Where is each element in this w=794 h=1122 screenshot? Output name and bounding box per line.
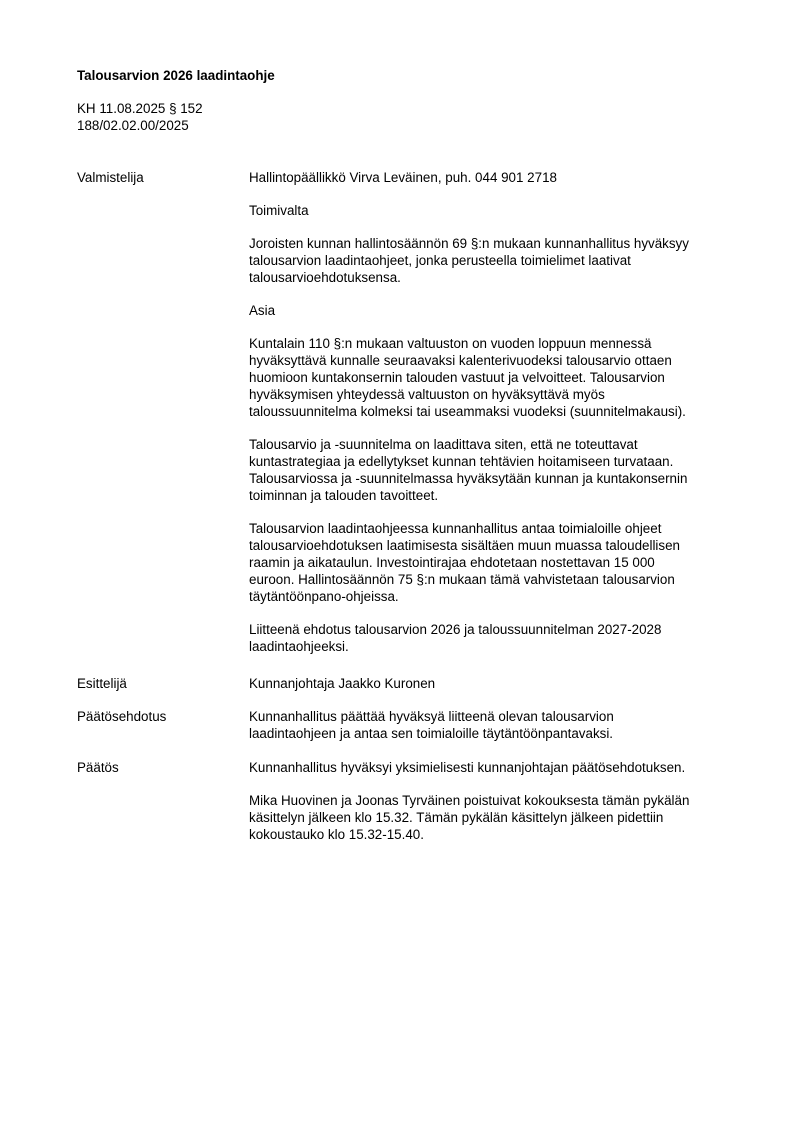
asia-paragraph-1: Kuntalain 110 §:n mukaan valtuuston on vuoden loppuun mennessä hyväksyttävä kunnalle seuraavaksi kalenterivuodeksi talousarvio ottaen huomioon kuntakonsernin talouden vastuut ja velvoitteet. Talousarvion hyväksymisen yhteydessä valtuuston on hyväksyttävä myös taloussuunnitelma kolmeksi tai useammaksi vuodeksi (suunnitelmakausi). [249, 336, 686, 419]
toimivalta-paragraph: Joroisten kunnan hallintosäännön 69 §:n mukaan kunnanhallitus hyväksyy talousarvion laadintaohjeet, jonka perusteella toimielimet laativat talousarvioehdotuksensa. [249, 236, 689, 285]
label-valmistelija: Valmistelija [77, 170, 144, 185]
decision-text: Kunnanhallitus hyväksyi yksimielisesti kunnanjohtajan päätösehdotuksen. [249, 760, 686, 775]
attachment-paragraph: Liitteenä ehdotus talousarvion 2026 ja taloussuunnitelman 2027-2028 laadintaohjeeksi. [249, 622, 662, 654]
asia-paragraph-3: Talousarvion laadintaohjeessa kunnanhallitus antaa toimialoille ohjeet talousarvioehdotuksen laatimisesta sisältäen muun muassa taloudellisen raamin ja aikataulun. Investointirajaa ehdotetaan nostettavan 15 000 euroon. Hallintosäännön 75 §:n mukaan tämä vahvistetaan talousarvion täytäntöönpano-ohjeissa. [249, 521, 680, 604]
case-number: 188/02.02.00/2025 [77, 118, 189, 133]
label-paatos: Päätös [77, 760, 119, 775]
preparer: Hallintopäällikkö Virva Leväinen, puh. 044 901 2718 [249, 170, 557, 185]
esittelija-content [249, 675, 737, 692]
document-title: Talousarvion 2026 laadintaohje [77, 68, 275, 83]
paatosehdotus-content: Kunnanhallitus päättää hyväksyä liitteenä olevan talousarvion laadintaohjeen ja antaa sen toimialoille täytäntöönpantavaksi. [249, 709, 614, 741]
meeting-reference: KH 11.08.2025 § 152 [77, 101, 203, 116]
reference-block [77, 100, 203, 134]
paatos-content [249, 759, 737, 843]
presenter: Kunnanjohtaja Jaakko Kuronen [249, 676, 436, 691]
label-esittelija: Esittelijä [77, 676, 127, 691]
heading-asia: Asia [249, 303, 276, 318]
valmistelija-content [249, 169, 737, 655]
decision-note: Mika Huovinen ja Joonas Tyrväinen poistuivat kokouksesta tämän pykälän käsittelyn jälkeen klo 15.32. Tämän pykälän käsittelyn jälkeen pidettiin kokoustauko klo 15.32-15.40. [249, 793, 690, 842]
label-paatosehdotus: Päätösehdotus [77, 709, 167, 724]
asia-paragraph-2: Talousarvio ja -suunnitelma on laadittava siten, että ne toteuttavat kuntastrategiaa ja edellytykset kunnan tehtävien hoitamiseen turvataan. Talousarviossa ja -suunnitelmassa hyväksytään kunnan ja kuntakonsernin toiminnan ja talouden tavoitteet. [249, 437, 688, 503]
heading-toimivalta: Toimivalta [249, 203, 309, 218]
